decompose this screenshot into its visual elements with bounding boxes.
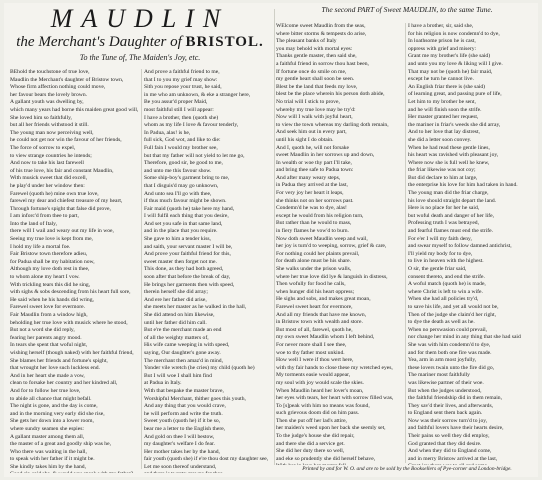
verse-line: Farewel sweet heart for evermore, bbox=[276, 303, 353, 310]
verse-line: at Padua in Italy. bbox=[144, 380, 182, 387]
verse-line: consent thereto, and end the strife. bbox=[408, 273, 485, 280]
verse-line: except he turn he cannot live. bbox=[408, 76, 474, 83]
verse-column-4 bbox=[408, 23, 536, 465]
verse-line: If fortune once do smile on me, bbox=[276, 68, 347, 75]
verse-line: Be you assur'd proper Maid, bbox=[144, 99, 208, 106]
verse-line: Their pains so well they did employ, bbox=[408, 433, 490, 440]
verse-line: And to her love that lay distrest, bbox=[408, 129, 480, 136]
verse-line: And when they did to England come, bbox=[408, 448, 492, 455]
verse-line: Sweet youth (quoth he) if it be so, bbox=[144, 418, 221, 425]
verse-line: With musick sweet that did excell, bbox=[10, 175, 88, 182]
verse-line: She kindly takes him by the hand, bbox=[10, 463, 86, 470]
verse-line: for death alone must be his share. bbox=[276, 258, 352, 265]
verse-line: Farewel sweet love for evermore. bbox=[10, 304, 86, 311]
verse-line: The pleasant banks of Italy bbox=[276, 38, 337, 45]
verse-line: she meets her master as he walked in the hall, bbox=[144, 304, 247, 311]
verse-line: When no perswasion could prevail, bbox=[408, 326, 488, 333]
verse-line: His wife came weeping in with speed, bbox=[144, 342, 230, 349]
verse-line: I will fulfil each thing that you desire, bbox=[144, 213, 229, 220]
verse-line: nor change her mind in any thing that she had said bbox=[408, 334, 521, 341]
verse-line: And any thing that you would crave, bbox=[144, 403, 226, 410]
verse-line: But when the judges understood, bbox=[408, 387, 482, 394]
verse-line: to England sent them back again. bbox=[408, 410, 483, 417]
verse-line: the faithful friendship did in them remain, bbox=[408, 395, 502, 402]
verse-line: An English friar there is (she said) bbox=[408, 83, 486, 90]
verse-line: which many years had borne this maiden great good will, bbox=[10, 106, 138, 113]
ballad-title: MAUDLIN bbox=[50, 4, 230, 33]
verse-line: Fair maid (quoth he) take here my hand, bbox=[144, 205, 235, 212]
verse-line bbox=[408, 463, 536, 465]
verse-line: Maudlin the Merchant's daughter of Bristow town, bbox=[10, 76, 124, 83]
verse-line: where her true love did lye & languish in distress, bbox=[276, 273, 388, 280]
verse-line: She walks under the prison walls, bbox=[276, 266, 352, 272]
verse-line: For e'er I will my faith deny, bbox=[408, 235, 472, 242]
verse-line: The force of sorrow to expel, bbox=[10, 144, 76, 151]
verse-line: when hunger did his heart oppress; bbox=[276, 288, 355, 295]
printer-imprint: Printed by and for W. O. and are to be sold by the Booksellers of Pye-corner and London-bridge. bbox=[302, 466, 512, 472]
verse-line: God granted that they did desire. bbox=[408, 440, 482, 447]
verse-line: Who there was waiting in the hall, bbox=[10, 448, 87, 455]
verse-line: the master of a great and goodly ship was he, bbox=[10, 441, 111, 448]
verse-line: Thanks gentle master, then said she, bbox=[276, 53, 357, 60]
verse-line: until her father did him call. bbox=[144, 319, 207, 326]
verse-line: my soul with joy would scale the skies. bbox=[276, 379, 364, 386]
verse-line: The mariner most faithfully bbox=[408, 372, 470, 379]
verse-line: Some ship-boy's garment bring to me, bbox=[144, 175, 230, 182]
verse-column-2 bbox=[144, 69, 274, 473]
verse-line: beholding her true love with musick where he stood, bbox=[10, 319, 128, 326]
verse-line: soon after that before the break of day, bbox=[144, 274, 231, 281]
verse-line: They sav'd their lives, and afterwards, bbox=[408, 402, 494, 409]
verse-line: oppress with grief and misery: bbox=[408, 45, 477, 52]
verse-line: sweet master then forget not me. bbox=[144, 258, 217, 265]
verse-line: farewel my dear and chiefest treasure of my heart, bbox=[10, 198, 123, 205]
verse-line: where Christ is left to win a wife. bbox=[408, 288, 483, 295]
verse-line: Through fortune's spight that false did prove, bbox=[10, 205, 111, 212]
verse-line: bear me a letter to the English there, bbox=[144, 425, 226, 432]
verse-line: there will I wail and weary out my life in woe, bbox=[10, 228, 114, 235]
verse-line: She gets her down into a lower room, bbox=[10, 418, 94, 425]
verse-line: This done, as they had both agreed, bbox=[144, 266, 224, 273]
verse-line: A gallant youth was dwelling by, bbox=[10, 99, 84, 106]
verse-line: The night is gone, and the day is come, bbox=[10, 403, 98, 410]
verse-line: For never more shall I see thee, bbox=[276, 341, 347, 348]
verse-line: she did a letter soon convey. bbox=[408, 136, 472, 143]
verse-line: my daughter's welfare I do fear. bbox=[144, 441, 215, 448]
verse-line: Whose firm affection nothing could move, bbox=[10, 84, 106, 91]
verse-line: And set you safe in that same land, bbox=[144, 220, 223, 227]
verse-line: In wealth or woe thy part I'll take, bbox=[276, 159, 352, 166]
verse-line: fearing her parents angry mood. bbox=[10, 334, 82, 341]
verse-line: To [s]peak with him no means was found, bbox=[276, 402, 370, 409]
verse-line: and saith, your servant master I will be, bbox=[144, 243, 233, 250]
verse-line: Now doth sweet Maudlin weep and wail, bbox=[276, 235, 368, 242]
verse-line: He said when he his hands did wring, bbox=[10, 296, 94, 303]
verse-line: Here is no place for her he said, bbox=[408, 205, 480, 212]
verse-line: But I will woe I shall him find bbox=[144, 372, 212, 379]
verse-line: was likewise partner of their woe. bbox=[408, 379, 484, 386]
verse-line: the enterprise his love for him had taken in hand. bbox=[408, 182, 518, 189]
verse-line: but that my father will not yield to let me go, bbox=[144, 152, 245, 159]
ballad-subtitle bbox=[4, 33, 276, 51]
verse-line bbox=[10, 471, 138, 473]
verse-column-3 bbox=[276, 23, 404, 465]
verse-line: in fiery flames he vow'd to burn. bbox=[276, 228, 349, 235]
verse-line bbox=[276, 463, 404, 465]
verse-line: Her master granted her request, bbox=[408, 114, 479, 121]
title-block bbox=[4, 3, 276, 63]
verse-line: Sith you repose your trust, he said, bbox=[144, 84, 222, 91]
verse-line: therein herself she did array; bbox=[144, 289, 208, 296]
verse-line: he will perform and write the truth. bbox=[144, 410, 223, 417]
column-divider bbox=[141, 69, 142, 469]
subtitle-place: BRISTOL. bbox=[185, 34, 264, 50]
verse-line: And I, quoth he, will not forsake bbox=[276, 144, 350, 151]
verse-line: my gentle heart shall soon be seen. bbox=[276, 76, 355, 83]
verse-line: Then of the judge she claim'd her right, bbox=[408, 311, 496, 318]
verse-line: to abide all chance that might befall. bbox=[10, 395, 92, 402]
verse-line: and in the place that you require. bbox=[144, 228, 218, 235]
verse-line: most faithful still I will appear: bbox=[144, 106, 214, 113]
verse-line: of his true love, his fair and constant Maudlin, bbox=[10, 167, 114, 174]
verse-line: BEhold the touchstone of true love, bbox=[10, 69, 90, 75]
verse-line: for his religion is now condemn'd to dye, bbox=[408, 30, 500, 37]
verse-line: I hold my life a mortal foe. bbox=[10, 243, 71, 250]
verse-line: and eke so prudently she did herself behave, bbox=[276, 455, 376, 462]
verse-line: And prove your faithful friend for this, bbox=[144, 251, 231, 258]
verse-line: But did declare to him at large, bbox=[408, 174, 478, 181]
verse-line: and there she did a service get. bbox=[276, 440, 345, 447]
verse-line: to view the town whereas my darling doth remain, bbox=[276, 121, 389, 128]
verse-line: but all her friends withstood it still. bbox=[10, 122, 89, 129]
verse-line: I have a brother, then (quoth she) bbox=[144, 114, 219, 121]
verse-line: in me who am unknown, & eke a stranger here, bbox=[144, 91, 251, 98]
verse-line: For nothing could her plaints prevail, bbox=[276, 250, 360, 257]
verse-line: and unto you my love & liking will I give. bbox=[408, 60, 503, 67]
verse-line: for Padua shall be my habitation now, bbox=[10, 258, 95, 265]
verse-line: He brings her garments then with speed, bbox=[144, 281, 235, 288]
verse-line: he play'd under her window then: bbox=[10, 182, 85, 189]
verse-line: I'll yield my body for to dye, bbox=[408, 250, 473, 257]
verse-line: of all the weighty matters of, bbox=[144, 334, 209, 341]
verse-line: How well I were if thou wert here, bbox=[276, 357, 354, 364]
broadside-sheet bbox=[4, 3, 538, 477]
verse-line: Now will I walk with joyful heart, bbox=[276, 114, 353, 121]
verse-line: where sundry seamen she espies: bbox=[10, 425, 84, 432]
verse-line: her favour bears the lovely brown. bbox=[10, 91, 88, 98]
verse-line: And for to follow her true love, bbox=[10, 387, 81, 394]
verse-line: And now to take his last farewell bbox=[10, 160, 84, 167]
verse-line: She gave to him a tender kiss, bbox=[144, 236, 211, 243]
verse-line: And in her heart she made a vow, bbox=[10, 372, 85, 379]
verse-line: I have a brother, sir, said she, bbox=[408, 23, 474, 29]
verse-line: Now was their sorrow turn'd to joy, bbox=[408, 417, 488, 424]
verse-line: Seeing my true love is kept from me, bbox=[10, 236, 93, 243]
verse-line: Worshipful Merchant, thither goes this youth, bbox=[144, 395, 246, 402]
verse-line: He sighs and sobs, and makes great moan, bbox=[276, 296, 371, 303]
verse-line: with thy fair hands to close these my wretched eyes, bbox=[276, 364, 393, 371]
verse-line: And unto sea I'll go with thee, bbox=[144, 190, 212, 197]
verse-line: of learning great, and passing pure of life, bbox=[408, 91, 502, 98]
verse-line: The merchant then amaz'd in mind, bbox=[144, 357, 223, 364]
verse-line: The young man did the friar charge, bbox=[408, 190, 489, 197]
verse-line: to dye the death as well as he. bbox=[408, 319, 475, 326]
verse-line: Then she put off her lad's attire, bbox=[276, 417, 347, 424]
verse-line: I am inforc'd from thee to part, bbox=[10, 213, 79, 220]
verse-line: his love should straight depart the land. bbox=[408, 197, 497, 204]
verse-line: her maiden's weed upon her back she seemly set, bbox=[276, 425, 386, 432]
verse-line: until his sight I do obtain. bbox=[276, 136, 334, 143]
verse-line: Her mother takes her by the hand, bbox=[144, 448, 220, 455]
verse-line: When she had all policies try'd, bbox=[408, 296, 479, 303]
verse-line: these lovers twain unto the fire did go, bbox=[408, 364, 495, 371]
verse-line: When Maudlin heard her lover's moan, bbox=[276, 387, 364, 394]
verse-line: to live in heaven with the highest. bbox=[408, 258, 484, 265]
verse-line: and in the morning very early did she rise, bbox=[10, 410, 105, 417]
verse-line: and fearful flames must end the strife. bbox=[408, 228, 493, 235]
verse-line: the friar likewise was not coy; bbox=[408, 167, 476, 174]
verse-line: a faithful friend in sorrow thou hast been, bbox=[276, 60, 369, 67]
verse-line: Let him to my brother be sent, bbox=[408, 98, 476, 105]
verse-line: his heart was ravished with pleasant joy, bbox=[408, 152, 499, 159]
verse-line: And prove a faithful friend to me, bbox=[144, 69, 220, 75]
verse-line: in Bristow town with wealth and store. bbox=[276, 319, 363, 326]
verse-line: Fair Bristow town therefore adieu, bbox=[10, 251, 88, 258]
verse-line: and swear myself to follow damned antichrist, bbox=[408, 243, 512, 250]
verse-line: wishing herself (though naked) with her faithful friend, bbox=[10, 349, 134, 356]
verse-line: the mariner in friar's weeds she did array, bbox=[408, 121, 501, 128]
verse-line: whereby my true love may be try'd: bbox=[276, 106, 356, 113]
verse-line: where bitter storms & tempests do arise, bbox=[276, 30, 367, 37]
verse-line: WElcome sweet Maudlin from the seas, bbox=[276, 23, 366, 29]
column-divider bbox=[405, 23, 406, 463]
verse-line: and unto me this favour show. bbox=[144, 167, 212, 174]
verse-line: you may behold with mortal eyes: bbox=[276, 45, 353, 52]
verse-line: clean to forsake her country and her kindred all, bbox=[10, 380, 118, 387]
verse-line: and for them both one fire was made. bbox=[408, 349, 492, 356]
verse-line: to save his life, and yet all would not be, bbox=[408, 303, 499, 310]
verse-line: full sick, God wot, and like to die: bbox=[144, 137, 221, 144]
verse-line: Grant me my brother's life (she said) bbox=[408, 53, 491, 60]
verse-line: her joy is turn'd to weeping, sorrow, grief & care, bbox=[276, 243, 387, 250]
verse-line: Farewel (quoth he) mine own true love, bbox=[10, 190, 99, 197]
verse-line: and in merry Bristow arrived at the last, bbox=[408, 455, 498, 462]
verse-line: In tears she spent that woful night, bbox=[10, 342, 88, 349]
verse-line: whom as my life I love & favour tenderly, bbox=[144, 122, 239, 129]
verse-line: that I disguis'd may go unknown, bbox=[144, 182, 219, 189]
verse-line: her eyes with tears, her heart with sorrow filled was, bbox=[276, 395, 394, 402]
verse-line: With trickling tears this did he sing, bbox=[10, 281, 91, 288]
tune-line: To the Tune of, The Maiden's Joy, etc. bbox=[79, 53, 201, 62]
verse-line: Where now she is full well he knew, bbox=[408, 159, 490, 166]
verse-line: A gallant master among them all, bbox=[10, 433, 85, 440]
verse-line: Condemn'd he was to dye, alas! bbox=[276, 205, 347, 212]
verse-line: saying, Our daughter's gone away. bbox=[144, 349, 221, 356]
verse-line: fair youth (quoth she) if e're thou dost my daughter see, bbox=[144, 456, 269, 463]
verse-line: to view strange countries he intends; bbox=[10, 152, 92, 159]
verse-line: he could not get nor win the favour of her friends, bbox=[10, 137, 122, 144]
verse-line: Yea, arm in arm most joyfully, bbox=[408, 357, 477, 364]
verse-line: except he would from his religion turn, bbox=[276, 212, 364, 219]
verse-line: For very joy her heart it leaps, bbox=[276, 190, 344, 197]
verse-line: That may not be (quoth he) fair maid, bbox=[408, 68, 493, 75]
verse-line: She was with him condemn'd to dye, bbox=[408, 341, 491, 348]
verse-line: Into the land of Italy, bbox=[10, 220, 58, 227]
verse-line: In loathsome prison he is cast, bbox=[408, 38, 476, 45]
verse-line: And all my friends that have me known, bbox=[276, 311, 367, 318]
verse-line: But most of all, farewel, quoth he, bbox=[276, 326, 353, 333]
verse-line bbox=[144, 471, 274, 473]
verse-line: blest be the place wherein his person doth abide, bbox=[276, 91, 385, 98]
verse-line: And ere her father did arise, bbox=[144, 296, 207, 303]
verse-line: she thinks not on her sorrows past. bbox=[276, 197, 354, 204]
verse-line: my own sweet Maudlin whom I left behind, bbox=[276, 334, 375, 341]
verse-line: Blest be the land that feeds my love, bbox=[276, 83, 358, 90]
verse-line: With that bespake the master brave, bbox=[144, 387, 224, 394]
verse-line: in Padua they arrived at the last, bbox=[276, 182, 348, 189]
verse-line: sweet Maudlin in her sorrows up and down, bbox=[276, 152, 375, 159]
verse-line: But not a word she did reply, bbox=[10, 327, 75, 334]
verse-line: but woful death and danger of her life, bbox=[408, 212, 495, 219]
verse-line: that wrought her love such luckless end. bbox=[10, 365, 100, 372]
verse-line: to speak with her father if it might be. bbox=[10, 456, 95, 463]
column-divider bbox=[274, 9, 275, 465]
verse-line: Then wofully for food he calls, bbox=[276, 281, 346, 288]
part-two-heading: The second PART of Sweet MAUDLIN, to the same Tune. bbox=[321, 5, 493, 14]
verse-line: But e're the merchant made an end bbox=[144, 327, 222, 334]
verse-line: And seek him out in every part, bbox=[276, 129, 347, 136]
verse-line: My torments easie would appear, bbox=[276, 372, 351, 379]
verse-line: Let me soon thereof understand, bbox=[144, 463, 217, 470]
verse-line: A woful match (quoth he) is made, bbox=[408, 281, 486, 288]
verse-line: To the judge's house she did repair, bbox=[276, 433, 355, 440]
verse-line: She loved him so faithfully, bbox=[10, 114, 72, 121]
verse-line: In Padua, alas! is he, bbox=[144, 129, 191, 136]
subtitle-prefix: the Merchant's Daughter of bbox=[16, 34, 182, 50]
verse-line: Fair Maudlin from a window high, bbox=[10, 312, 88, 318]
verse-line: to whom alone my heart I vow. bbox=[10, 274, 80, 281]
verse-line: and bring thee safe to Padua town: bbox=[276, 167, 354, 174]
verse-column-1 bbox=[10, 69, 138, 473]
verse-line: with sighs & sobs descending from his heart full sore, bbox=[10, 289, 131, 296]
verse-line: She did her duty there so well, bbox=[276, 448, 345, 455]
verse-line: She blames her friends and fortune's spight, bbox=[10, 357, 108, 364]
verse-line: such grievous doom did on him pass. bbox=[276, 410, 360, 417]
verse-line: And after many weary steps, bbox=[276, 174, 341, 181]
verse-line: if thus much favour might be shown. bbox=[144, 198, 227, 205]
verse-line: Yonder vile wretch (he cries) my child (quoth he) bbox=[144, 365, 255, 372]
verse-line: No trial will I stick to prove, bbox=[276, 98, 340, 105]
verse-line: Therefore, good sir, be good to me, bbox=[144, 160, 223, 167]
verse-line: Full fain I would my brother see, bbox=[144, 144, 218, 151]
verse-line: Although my love doth rest in thee, bbox=[10, 266, 90, 273]
verse-line: O sir, the gentle friar said, bbox=[408, 266, 467, 272]
verse-line: When he had read these gentle lines, bbox=[408, 144, 490, 151]
verse-line: She did attend on him likewise, bbox=[144, 312, 215, 318]
verse-line: And gold on thee I will bestow, bbox=[144, 433, 215, 440]
verse-line: woe to thy father most unkind. bbox=[276, 349, 345, 356]
verse-line: and he will finish soon the strife. bbox=[408, 106, 482, 113]
verse-line: The young man now perceiving well, bbox=[10, 129, 94, 136]
verse-line: Professing truth I was betrayed, bbox=[408, 220, 479, 227]
verse-line: that I to you my grief may show: bbox=[144, 76, 218, 83]
verse-line: and faithful lovers have their hearts desire, bbox=[408, 425, 504, 432]
verse-line: But rather than he would to mass, bbox=[276, 220, 352, 227]
